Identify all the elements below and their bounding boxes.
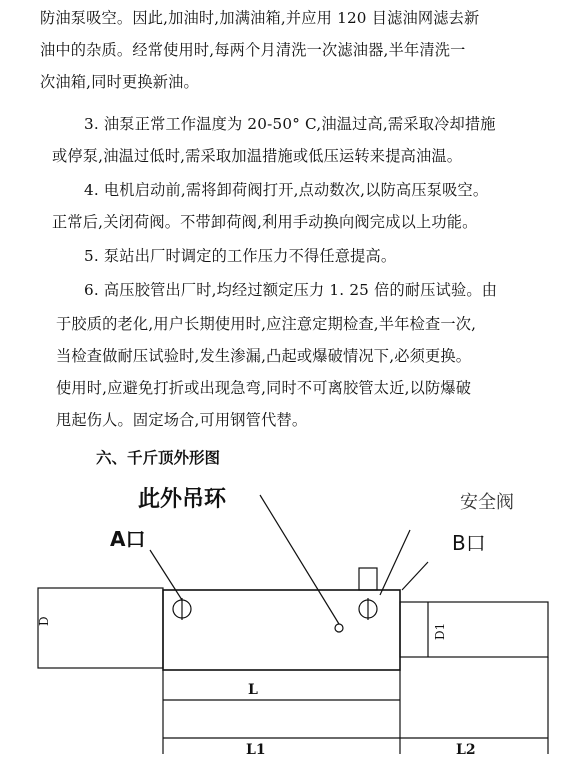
dim-d-label: D: [37, 616, 51, 626]
hook-label: 此外吊环: [138, 487, 227, 512]
text-line: 4. 电机启动前,需将卸荷阀打开,点动数次,以防高压泵吸空。: [84, 181, 489, 199]
left-cylinder: [38, 588, 163, 668]
text-line: 或停泵,油温过低时,需采取加温措施或低压运转来提高油温。: [52, 147, 463, 165]
text-line: 当检查做耐压试验时,发生渗漏,凸起或爆破情况下,必须更换。: [56, 347, 472, 365]
piston-rod: [400, 602, 548, 657]
dim-d1-label: D1: [433, 622, 447, 640]
text-line: 防油泵吸空。因此,加油时,加满油箱,并应用 120 目滤油网滤去新: [40, 9, 480, 27]
text-line: 油中的杂质。经常使用时,每两个月清洗一次滤油器,半年清洗一: [40, 41, 466, 59]
text-line: 6. 高压胶管出厂时,均经过额定压力 1. 25 倍的耐压试验。由: [84, 281, 498, 299]
text-line: 正常后,关闭荷阀。不带卸荷阀,利用手动换向阀完成以上功能。: [52, 213, 478, 231]
main-body: [163, 590, 400, 670]
port-b-label: B口: [452, 531, 486, 555]
text-line: 于胶质的老化,用户长期使用时,应注意定期检查,半年检查一次,: [56, 315, 477, 333]
jack-outline-diagram: [0, 470, 576, 765]
dim-l2-label: L2: [456, 742, 476, 758]
safety-valve: [359, 568, 377, 590]
section-heading: 六、千斤顶外形图: [96, 449, 221, 467]
text-line: 5. 泵站出厂时调定的工作压力不得任意提高。: [84, 247, 397, 265]
safety-valve-label: 安全阀: [460, 492, 514, 513]
text-line: 甩起伤人。固定场合,可用钢管代替。: [56, 411, 308, 429]
dim-l-label: L: [248, 682, 258, 698]
port-a-label: A口: [110, 527, 146, 551]
text-line: 3. 油泵正常工作温度为 20-50° C,油温过高,需采取冷却措施: [84, 115, 496, 133]
lifting-ring-icon: [335, 624, 343, 632]
text-line: 次油箱,同时更换新油。: [40, 73, 199, 91]
text-line: 使用时,应避免打折或出现急弯,同时不可离胶管太近,以防爆破: [56, 379, 472, 397]
dim-l1-label: L1: [246, 742, 266, 758]
